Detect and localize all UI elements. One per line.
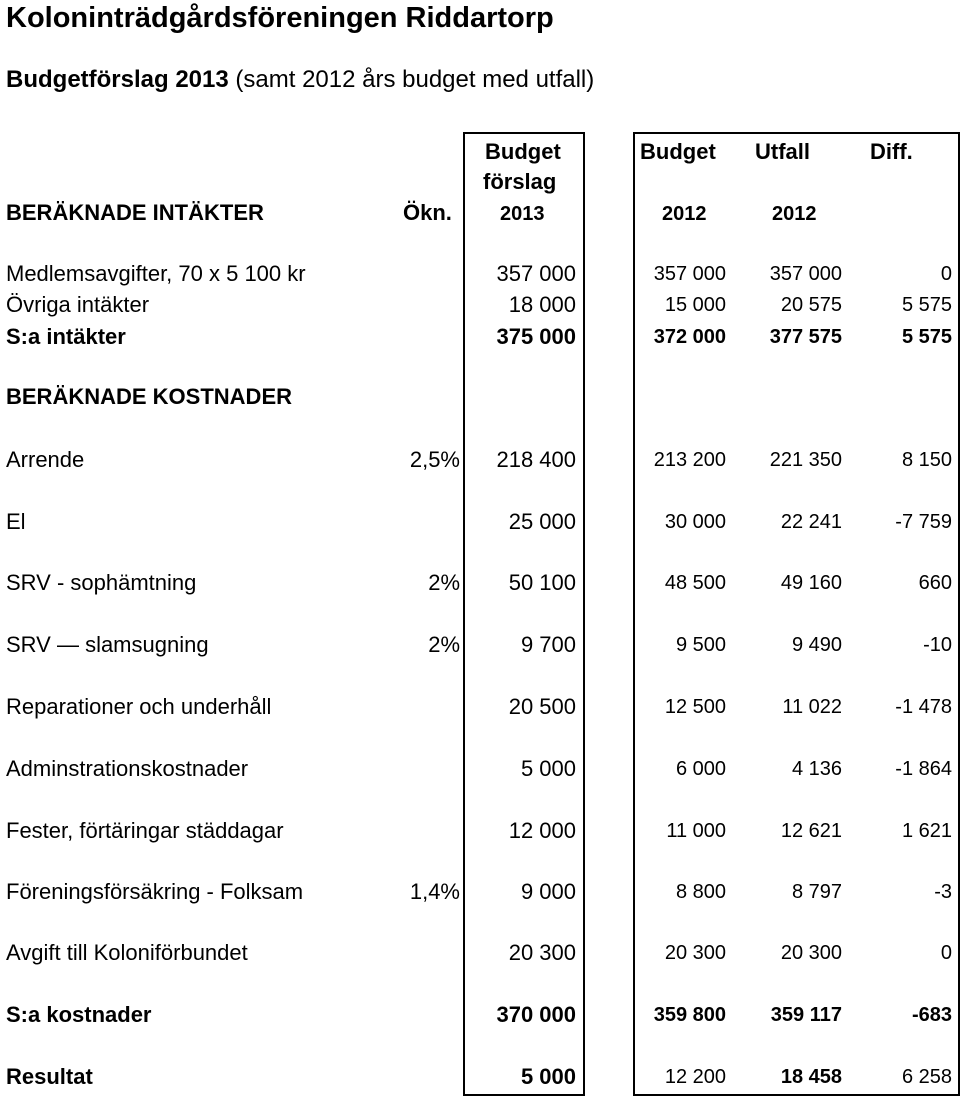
cell-utfall-2012: 49 160 [780, 572, 842, 594]
cell-utfall-2012: 9 490 [791, 634, 842, 656]
cell-forslag-2013: 50 100 [508, 570, 576, 595]
cell-forslag-2013: 18 000 [508, 292, 576, 317]
cell-budget-2012: 357 000 [653, 263, 726, 285]
table-row [0, 879, 960, 905]
cell-budget-2012: 372 000 [653, 326, 726, 348]
cell-utfall-2012: 357 000 [769, 263, 842, 285]
table-row [0, 447, 960, 473]
cell-utfall-2012: 8 797 [791, 881, 842, 903]
header-budget-forslag-line1: Budget [485, 139, 561, 164]
subtitle-rest: (samt 2012 års budget med utfall) [228, 66, 595, 93]
subtitle-bold: Budgetförslag 2013 [6, 66, 229, 93]
cell-okn: 1,4% [409, 879, 460, 904]
table-row [0, 756, 960, 782]
cell-forslag-2013: 357 000 [496, 261, 576, 286]
table-row [0, 570, 960, 596]
cell-utfall-2012: 20 575 [780, 294, 842, 316]
cell-okn: 2% [428, 570, 460, 595]
cell-forslag-2013: 9 000 [520, 879, 576, 904]
row-label: Fester, förtäringar städdagar [6, 818, 284, 843]
row-label: Föreningsförsäkring - Folksam [6, 879, 304, 904]
header-budget-2012-line1: Budget [640, 139, 716, 164]
section-income-heading: BERÄKNADE INTÄKTER [6, 200, 264, 225]
cell-forslag-2013: 5 000 [520, 756, 576, 781]
cell-diff: -1 864 [895, 758, 952, 780]
cell-diff: 0 [940, 263, 952, 285]
cell-budget-2012: 8 800 [675, 881, 726, 903]
cell-forslag-2013: 218 400 [496, 447, 576, 472]
cell-diff: -683 [911, 1004, 952, 1026]
table-row [0, 261, 960, 287]
cell-budget-2012: 48 500 [664, 572, 726, 594]
cell-okn: 2,5% [409, 447, 460, 472]
row-label: Arrende [6, 447, 85, 472]
row-label: Reparationer och underhåll [6, 694, 272, 719]
section-costs-heading: BERÄKNADE KOSTNADER [6, 384, 293, 409]
cell-budget-2012: 12 200 [664, 1066, 726, 1088]
cell-utfall-2012: 12 621 [780, 820, 842, 842]
cell-forslag-2013: 20 300 [508, 940, 576, 965]
table-row [0, 818, 960, 844]
cell-diff: 6 258 [901, 1066, 952, 1088]
cell-utfall-2012: 221 350 [769, 449, 842, 471]
cell-diff: 660 [918, 572, 952, 594]
row-label: Resultat [6, 1064, 93, 1089]
cell-diff: -3 [934, 881, 952, 903]
row-label: Medlemsavgifter, 70 x 5 100 kr [6, 261, 306, 286]
row-label: SRV — slamsugning [6, 632, 209, 657]
table-row [0, 694, 960, 720]
cell-budget-2012: 30 000 [664, 511, 726, 533]
cell-diff: -7 759 [895, 511, 952, 533]
cell-budget-2012: 213 200 [653, 449, 726, 471]
cell-utfall-2012: 377 575 [769, 326, 842, 348]
table-row-total-income [0, 324, 960, 350]
cell-forslag-2013: 370 000 [496, 1002, 576, 1027]
cell-diff: 5 575 [901, 326, 952, 348]
header-utfall-year: 2012 [772, 203, 817, 225]
cell-diff: -10 [923, 634, 952, 656]
cell-utfall-2012: 359 117 [770, 1004, 842, 1026]
cell-forslag-2013: 375 000 [496, 324, 576, 349]
header-budget-forslag-line2: förslag [483, 169, 557, 194]
cell-okn: 2% [428, 632, 460, 657]
cell-forslag-2013: 9 700 [520, 632, 576, 657]
cell-budget-2012: 9 500 [675, 634, 726, 656]
cell-forslag-2013: 25 000 [508, 509, 576, 534]
table-row [0, 940, 960, 966]
cell-diff: 8 150 [901, 449, 952, 471]
cell-budget-2012: 20 300 [664, 942, 726, 964]
row-label: El [6, 509, 26, 534]
header-okn: Ökn. [403, 200, 452, 225]
row-label: Adminstrationskostnader [6, 756, 249, 781]
table-row-total-costs [0, 1002, 960, 1028]
row-label: Övriga intäkter [6, 292, 150, 317]
header-utfall-line1: Utfall [755, 139, 810, 164]
page-subtitle [6, 68, 594, 92]
table-row [0, 292, 960, 318]
cell-diff: 0 [940, 942, 952, 964]
cell-utfall-2012: 4 136 [791, 758, 842, 780]
header-budget-2012-year: 2012 [662, 203, 707, 225]
cell-budget-2012: 15 000 [664, 294, 726, 316]
row-label: S:a intäkter [6, 324, 126, 349]
cell-utfall-2012: 18 458 [780, 1066, 842, 1088]
cell-utfall-2012: 20 300 [780, 942, 842, 964]
table-row [0, 632, 960, 658]
cell-utfall-2012: 11 022 [782, 696, 842, 718]
table-row [0, 509, 960, 535]
cell-budget-2012: 359 800 [653, 1004, 726, 1026]
cell-utfall-2012: 22 241 [780, 511, 842, 533]
cell-forslag-2013: 12 000 [508, 818, 576, 843]
header-budget-forslag-year: 2013 [500, 203, 545, 225]
cell-diff: 5 575 [901, 294, 952, 316]
cell-diff: 1 621 [901, 820, 952, 842]
table-row-result [0, 1064, 960, 1090]
row-label: SRV - sophämtning [6, 570, 197, 595]
cell-budget-2012: 12 500 [664, 696, 726, 718]
cell-diff: -1 478 [895, 696, 952, 718]
row-label: S:a kostnader [6, 1002, 152, 1027]
header-diff: Diff. [870, 139, 913, 164]
cell-forslag-2013: 20 500 [508, 694, 576, 719]
cell-forslag-2013: 5 000 [520, 1064, 576, 1089]
cell-budget-2012: 6 000 [675, 758, 726, 780]
page-title: Koloninträdgårdsföreningen Riddartorp [6, 2, 554, 34]
cell-budget-2012: 11 000 [666, 820, 726, 842]
row-label: Avgift till Koloniförbundet [6, 940, 248, 965]
